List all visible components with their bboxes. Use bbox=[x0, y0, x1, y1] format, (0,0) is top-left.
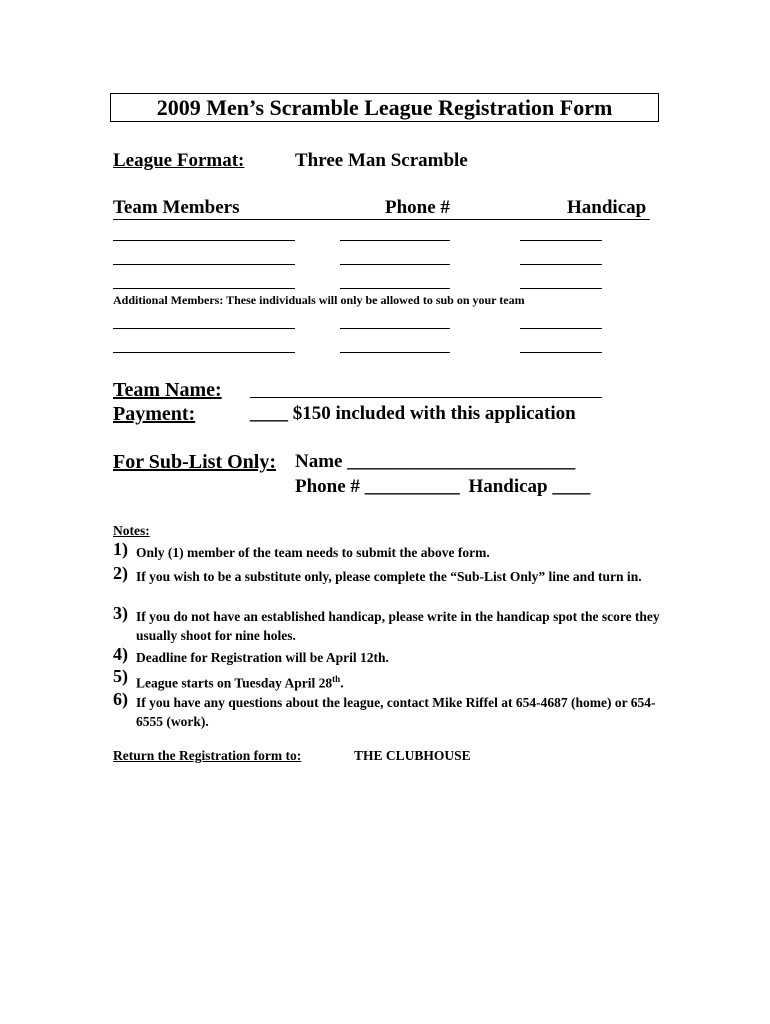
member-handicap-field[interactable] bbox=[520, 288, 602, 289]
note-number: 3) bbox=[113, 603, 128, 623]
member-name-field[interactable] bbox=[113, 240, 295, 241]
sublist-name-label: Name bbox=[295, 451, 343, 472]
member-phone-field[interactable] bbox=[340, 240, 450, 241]
member-phone-field[interactable] bbox=[340, 288, 450, 289]
note-text-end: . bbox=[340, 675, 344, 691]
form-title: 2009 Men’s Scramble League Registration Form bbox=[110, 93, 659, 122]
member-name-field[interactable] bbox=[113, 328, 295, 329]
note-number: 5) bbox=[113, 666, 128, 686]
sublist-phone-field[interactable]: __________ bbox=[364, 476, 460, 497]
member-handicap-field[interactable] bbox=[520, 352, 602, 353]
note-text-main: League starts on Tuesday April 28 bbox=[136, 675, 333, 691]
sublist-phone-label: Phone # bbox=[295, 476, 360, 497]
payment-label: Payment: bbox=[113, 403, 196, 425]
phone-header: Phone # bbox=[385, 197, 450, 218]
note-number: 1) bbox=[113, 539, 128, 559]
sublist-handicap-field[interactable]: ____ bbox=[552, 476, 591, 497]
sublist-name-field[interactable]: ________________________ bbox=[347, 451, 576, 472]
member-name-field[interactable] bbox=[113, 264, 295, 265]
note-number: 2) bbox=[113, 563, 128, 583]
team-members-header: Team Members bbox=[113, 197, 240, 218]
member-handicap-field[interactable] bbox=[520, 264, 602, 265]
payment-check-field[interactable]: ____ bbox=[250, 403, 288, 424]
note-text: Only (1) member of the team needs to submit the above form. bbox=[136, 545, 490, 560]
sublist-label: For Sub-List Only: bbox=[113, 451, 276, 473]
member-phone-field[interactable] bbox=[340, 264, 450, 265]
note-text: If you have any questions about the league, contact Mike Riffel at 654-4687 (home) or 654-6555 (work). bbox=[136, 695, 656, 729]
league-format-value: Three Man Scramble bbox=[295, 150, 468, 171]
payment-description: $150 included with this application bbox=[292, 403, 576, 424]
member-name-field[interactable] bbox=[113, 352, 295, 353]
return-value: THE CLUBHOUSE bbox=[354, 748, 471, 763]
sublist-handicap-label: Handicap bbox=[468, 476, 548, 497]
notes-heading: Notes: bbox=[113, 523, 150, 538]
team-name-field[interactable] bbox=[250, 397, 602, 398]
member-phone-field[interactable] bbox=[340, 352, 450, 353]
note-number: 4) bbox=[113, 644, 128, 664]
note-text bbox=[136, 670, 666, 693]
member-handicap-field[interactable] bbox=[520, 328, 602, 329]
note-text: If you wish to be a substitute only, please complete the “Sub-List Only” line and turn in. bbox=[136, 569, 642, 584]
team-name-label: Team Name: bbox=[113, 379, 222, 401]
note-text-sup: th bbox=[332, 674, 341, 684]
member-name-field[interactable] bbox=[113, 288, 295, 289]
member-phone-field[interactable] bbox=[340, 328, 450, 329]
member-handicap-field[interactable] bbox=[520, 240, 602, 241]
note-text: Deadline for Registration will be April 12th. bbox=[136, 650, 389, 665]
header-underline bbox=[113, 219, 650, 220]
return-label: Return the Registration form to: bbox=[113, 748, 302, 763]
additional-members-note: Additional Members: These individuals will only be allowed to sub on your team bbox=[113, 293, 525, 307]
handicap-header: Handicap bbox=[567, 197, 647, 218]
sublist-phone-row bbox=[295, 476, 590, 498]
sublist-name-row bbox=[295, 451, 575, 473]
league-format-label: League Format: bbox=[113, 150, 245, 171]
note-number: 6) bbox=[113, 689, 128, 709]
note-text: If you do not have an established handicap, please write in the handicap spot the score they usually shoot for nine holes. bbox=[136, 609, 660, 643]
payment-text bbox=[250, 403, 576, 425]
